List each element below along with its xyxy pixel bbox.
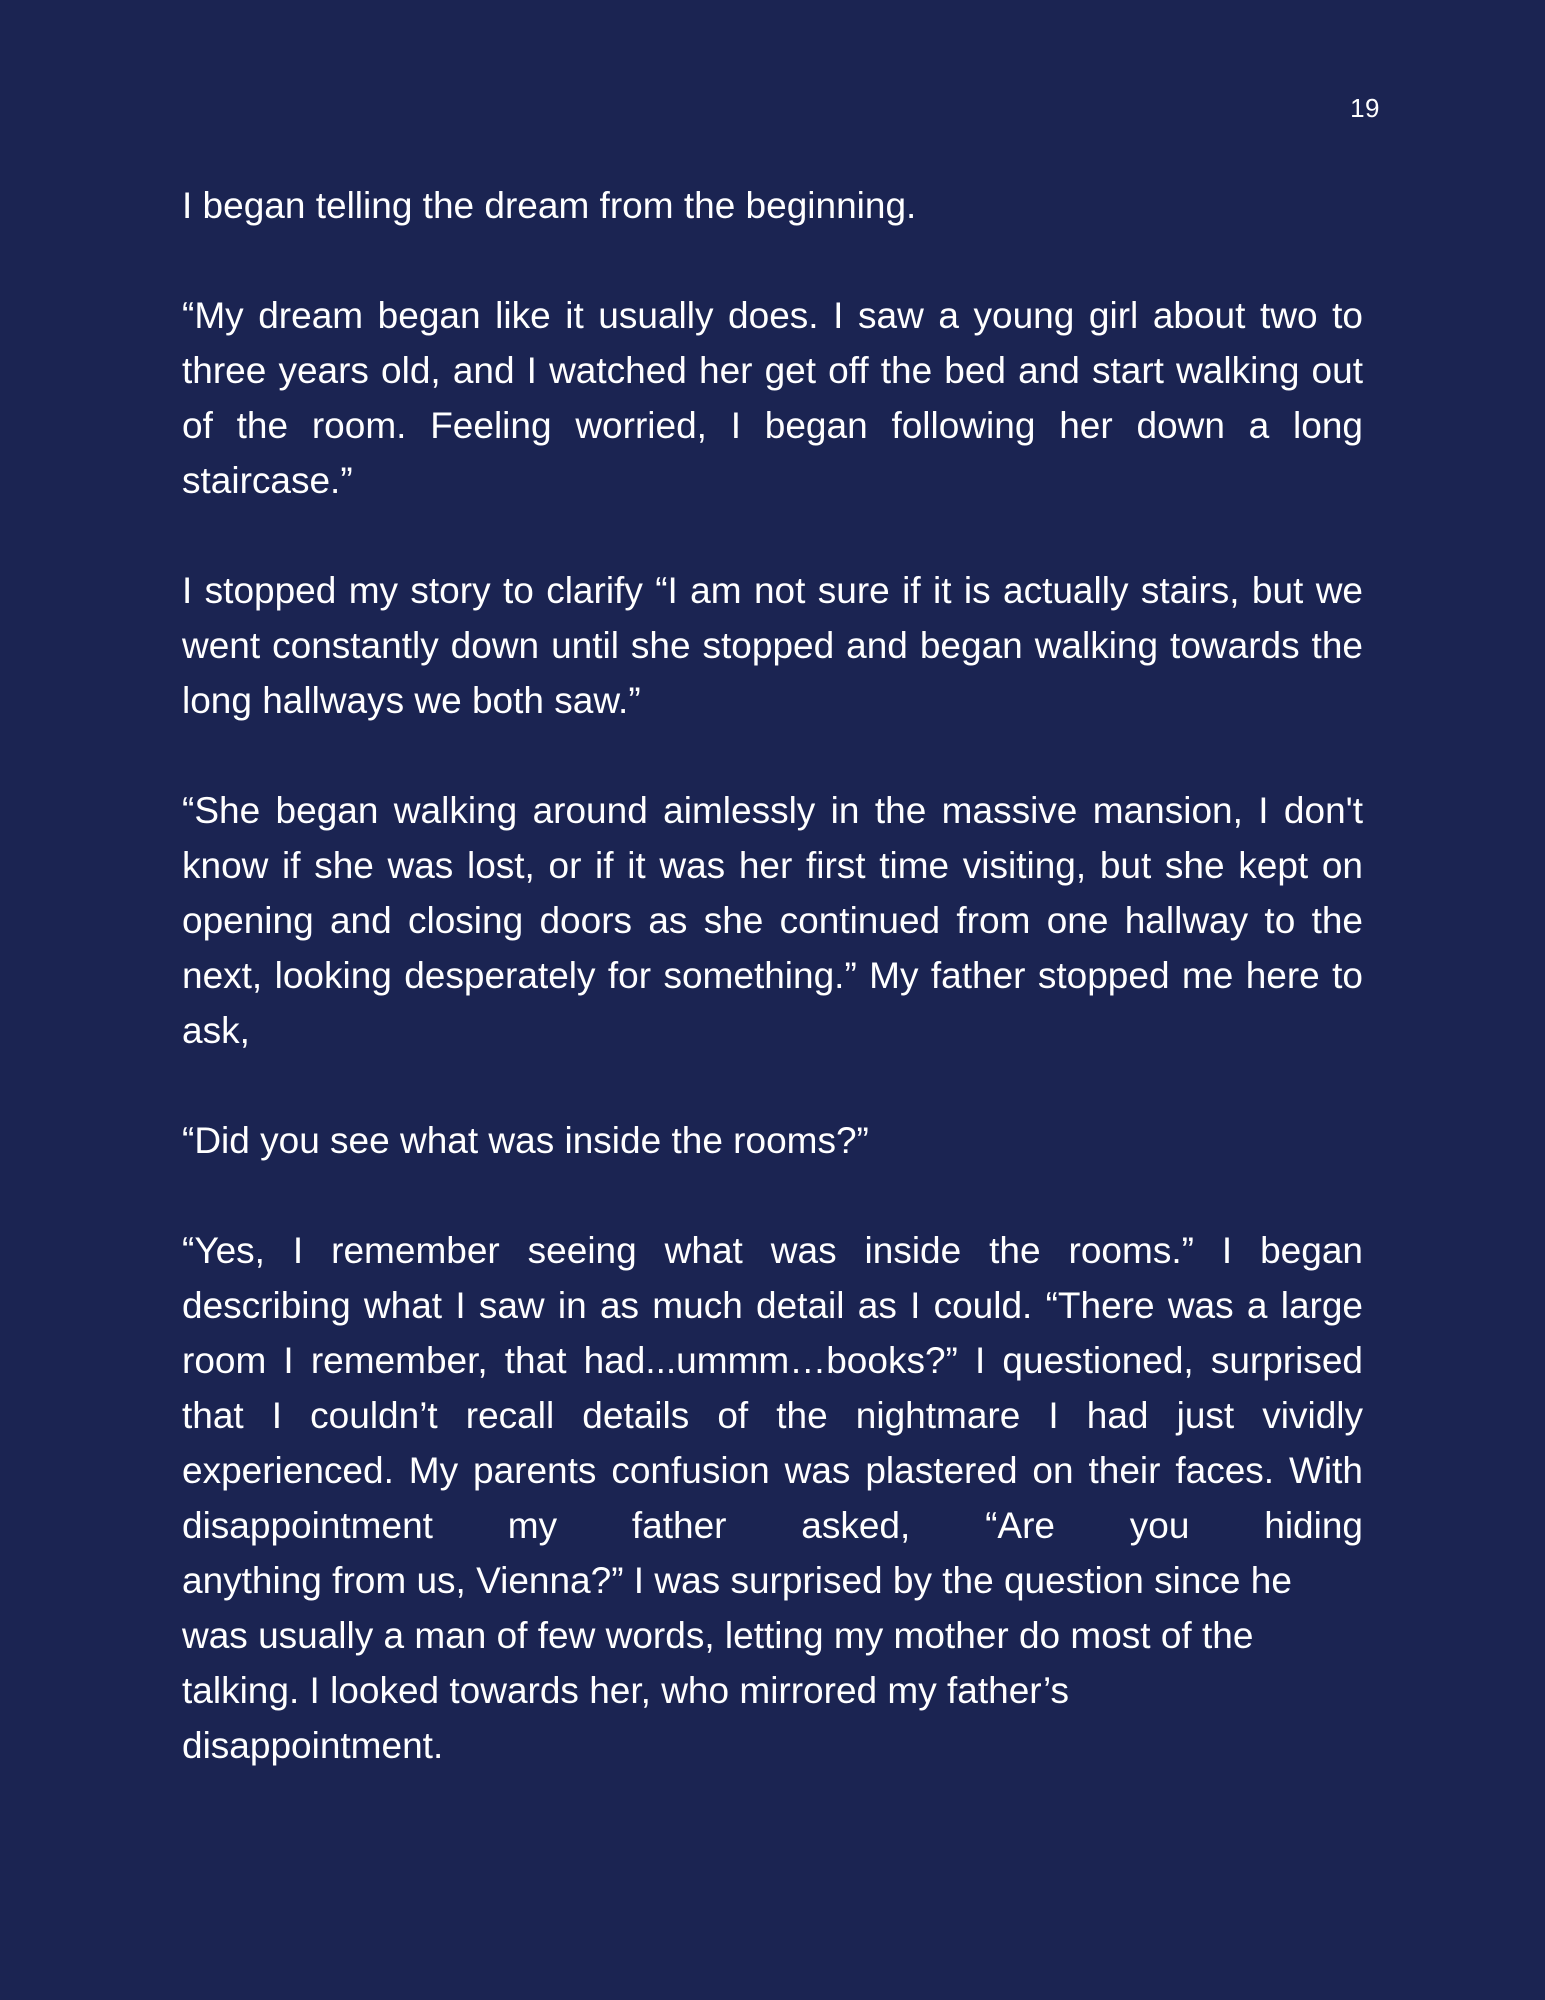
page-body [182,178,1363,1828]
paragraph-6-line: disappointment. [182,1725,444,1766]
paragraph-6-line: talking. I looked towards her, who mirrored my father’s [182,1670,1070,1711]
paragraph-2: “My dream began like it usually does. I saw a young girl about two to three years old, and I watched her get off the bed and start walking out of the room. Feeling worried, I began following her down a long staircase.” [182,295,1363,501]
page-number: 19 [1350,93,1380,123]
paragraph-4: “She began walking around aimlessly in the massive mansion, I don't know if she was lost, or if it was her first time visiting, but she kept on opening and closing doors as she continued from one hallway to the next, looking desperately for something.” My father stopped me here to ask, [182,790,1363,1051]
paragraph-1: I began telling the dream from the beginning. [182,185,917,226]
paragraph-6-justified: “Yes, I remember seeing what was inside the rooms.” I began describing what I saw in as much detail as I could. “There was a large room I remember, that had...ummm…books?” I questioned, surprised that I couldn’t recall details of the nightmare I had just vividly experienced. My parents confusion was plastered on their faces. With disappointment my father asked, “Are you hiding [182,1230,1363,1546]
paragraph-5: “Did you see what was inside the rooms?” [182,1120,869,1161]
paragraph-6 [182,1223,1363,1773]
paragraph-6-line: anything from us, Vienna?” I was surprised by the question since he [182,1560,1292,1601]
paragraph-6-line: was usually a man of few words, letting my mother do most of the [182,1615,1254,1656]
paragraph-3: I stopped my story to clarify “I am not sure if it is actually stairs, but we went constantly down until she stopped and began walking towards the long hallways we both saw.” [182,570,1363,721]
